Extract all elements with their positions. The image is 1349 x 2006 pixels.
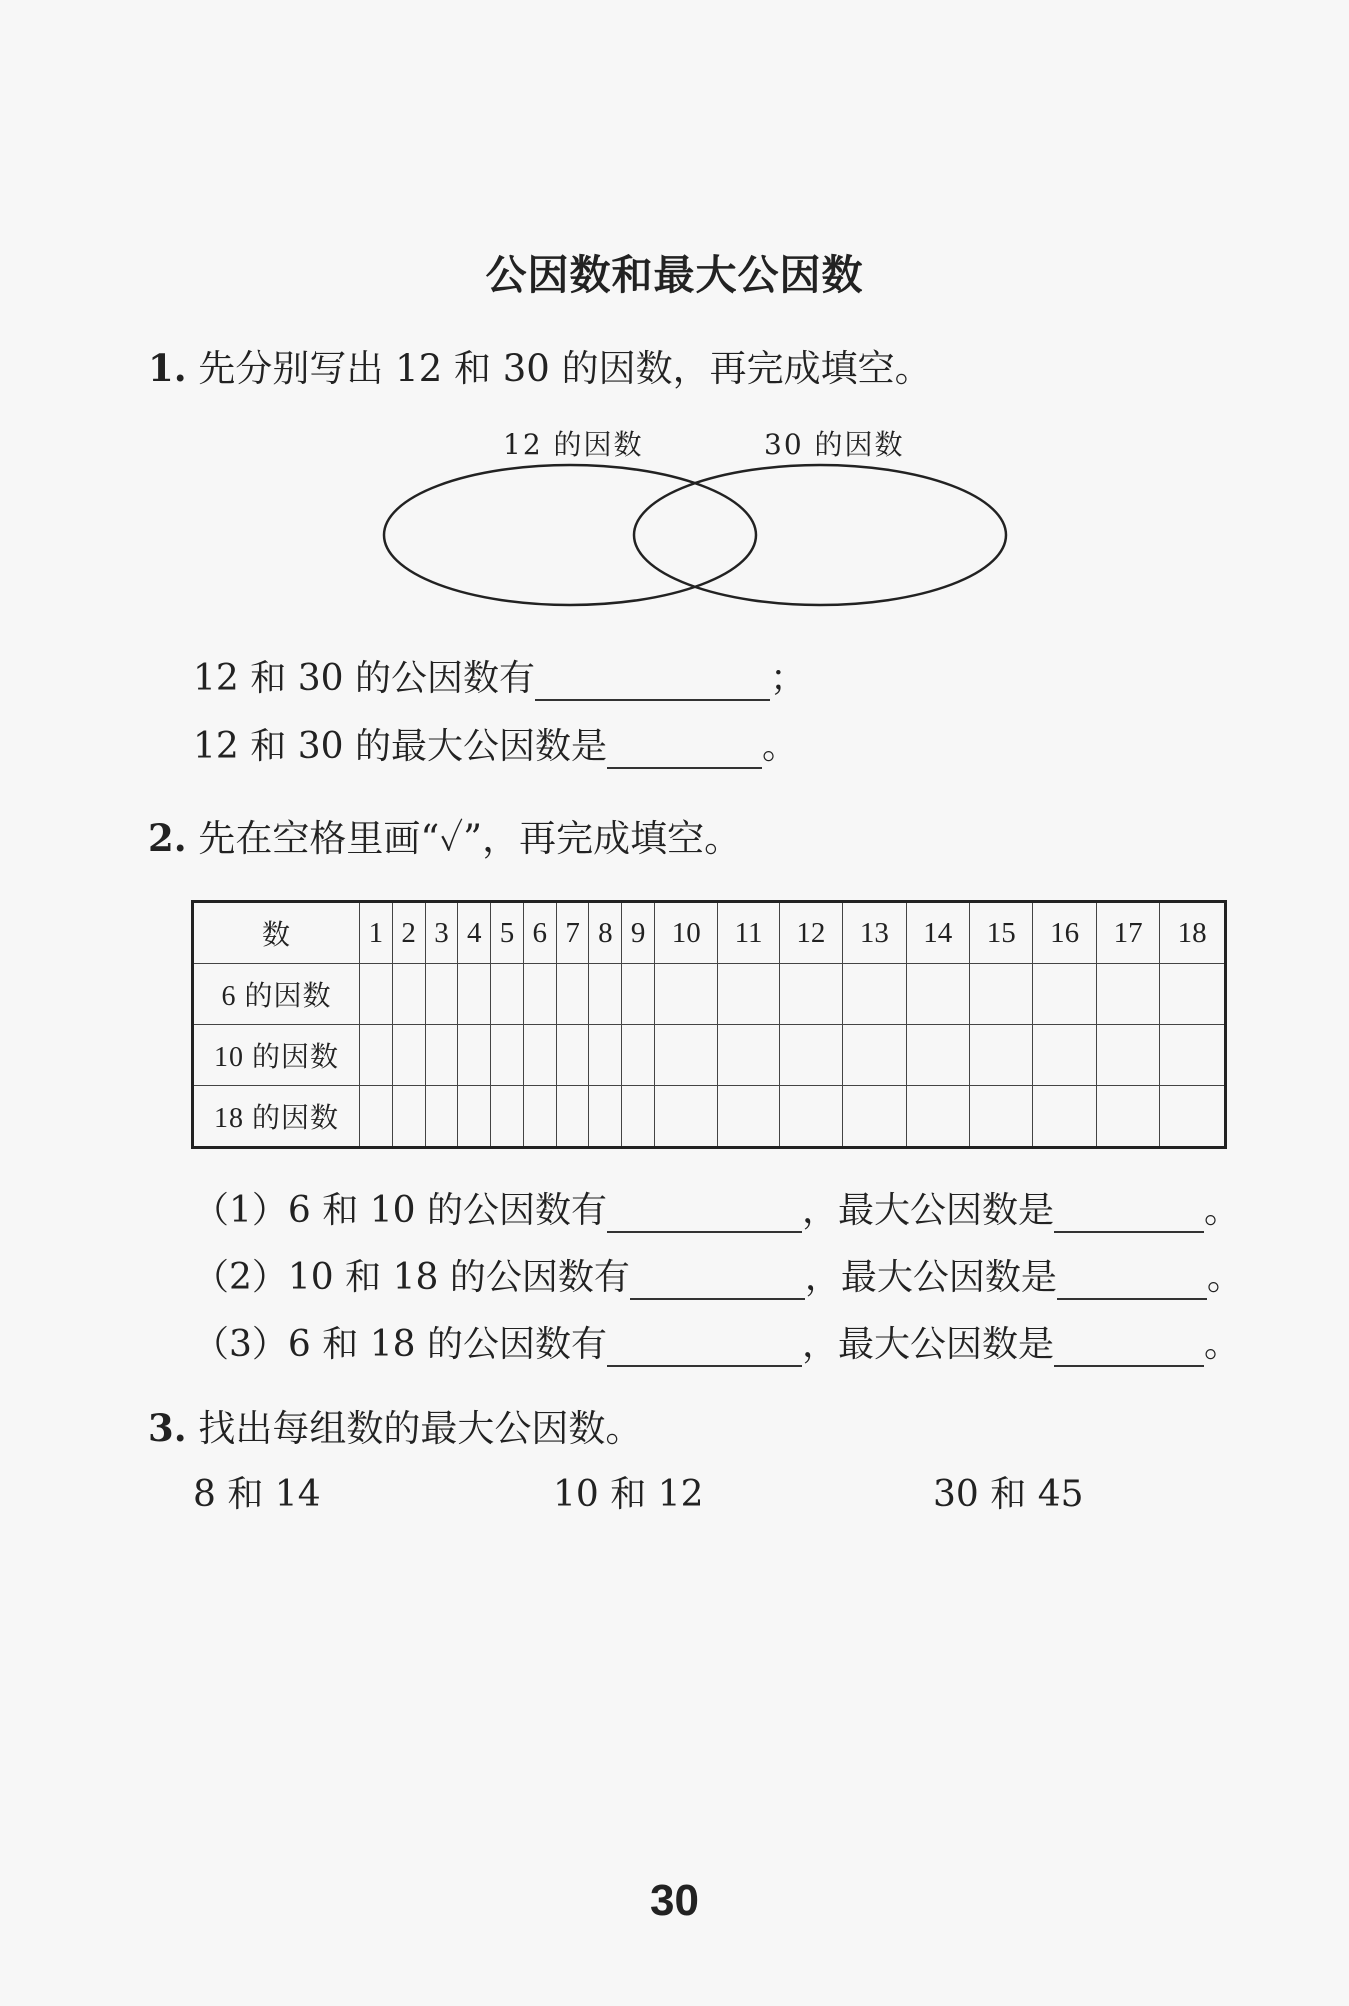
- question-2-number: 2.: [148, 816, 187, 860]
- check-cell[interactable]: [392, 1025, 425, 1086]
- q2-sub-1: [193, 1182, 1240, 1233]
- question-3-text: 找出每组数的最大公因数。: [198, 1407, 643, 1450]
- header-number-cell: 9: [622, 902, 655, 964]
- check-cell[interactable]: [1033, 1086, 1096, 1148]
- q2-sub-1-suffix: 。: [1203, 1190, 1240, 1231]
- q2-sub-2-middle: ，最大公因数是: [804, 1257, 1057, 1298]
- check-cell[interactable]: [556, 964, 589, 1025]
- header-number-cell: 1: [360, 902, 393, 964]
- q1-gcf-blank[interactable]: [607, 731, 762, 769]
- check-cell[interactable]: [523, 1086, 556, 1148]
- check-cell[interactable]: [491, 1025, 524, 1086]
- check-cell[interactable]: [1096, 964, 1159, 1025]
- header-number-cell: 15: [969, 902, 1032, 964]
- q3-group-3: 30 和 45: [933, 1474, 1084, 1515]
- check-cell[interactable]: [589, 964, 622, 1025]
- q2-sub-3-common-blank[interactable]: [607, 1329, 802, 1367]
- check-cell[interactable]: [1096, 1025, 1159, 1086]
- venn-left-ellipse: [384, 465, 756, 605]
- q2-sub-2-gcf-blank[interactable]: [1057, 1262, 1207, 1300]
- row-label: 6 的因数: [193, 964, 360, 1025]
- header-number-cell: 17: [1096, 902, 1159, 964]
- q1-line1-prefix: 12 和 30 的公因数有: [193, 658, 535, 699]
- check-cell[interactable]: [843, 1025, 906, 1086]
- check-cell[interactable]: [556, 1025, 589, 1086]
- q2-sub-2-prefix: （2）10 和 18 的公因数有: [193, 1257, 630, 1298]
- factor-table-header-label: 数: [193, 902, 360, 964]
- check-cell[interactable]: [718, 964, 779, 1025]
- factor-row-10: [193, 1025, 1226, 1086]
- check-cell[interactable]: [360, 1086, 393, 1148]
- factor-table-header-row: [193, 902, 1226, 964]
- check-cell[interactable]: [969, 1025, 1032, 1086]
- check-cell[interactable]: [779, 1086, 842, 1148]
- q2-sub-3-prefix: （3）6 和 18 的公因数有: [193, 1324, 607, 1365]
- header-number-cell: 4: [458, 902, 491, 964]
- check-cell[interactable]: [360, 1025, 393, 1086]
- factor-row-6: [193, 964, 1226, 1025]
- q2-sub-2-common-blank[interactable]: [630, 1262, 805, 1300]
- header-number-cell: 11: [718, 902, 779, 964]
- check-cell[interactable]: [392, 964, 425, 1025]
- check-cell[interactable]: [969, 964, 1032, 1025]
- check-cell[interactable]: [458, 1086, 491, 1148]
- check-cell[interactable]: [655, 1025, 718, 1086]
- check-cell[interactable]: [392, 1086, 425, 1148]
- q1-line1-suffix: ；: [769, 658, 806, 699]
- header-number-cell: 16: [1033, 902, 1096, 964]
- venn-diagram: [370, 455, 1030, 615]
- check-cell[interactable]: [622, 1086, 655, 1148]
- q3-group-2: 10 和 12: [553, 1474, 704, 1515]
- q2-sub-3-middle: ，最大公因数是: [801, 1324, 1054, 1365]
- header-number-cell: 7: [556, 902, 589, 964]
- venn-left-label: 12 的因数: [503, 428, 644, 461]
- check-cell[interactable]: [622, 1025, 655, 1086]
- header-number-cell: 12: [779, 902, 842, 964]
- question-3-number: 3.: [148, 1406, 187, 1450]
- check-cell[interactable]: [906, 964, 969, 1025]
- check-cell[interactable]: [556, 1086, 589, 1148]
- header-number-cell: 14: [906, 902, 969, 964]
- check-cell[interactable]: [360, 964, 393, 1025]
- question-1-text: 先分别写出 12 和 30 的因数，再完成填空。: [198, 347, 932, 390]
- q2-sub-2-suffix: 。: [1206, 1257, 1243, 1298]
- check-cell[interactable]: [718, 1086, 779, 1148]
- header-number-cell: 5: [491, 902, 524, 964]
- header-number-cell: 2: [392, 902, 425, 964]
- check-cell[interactable]: [843, 1086, 906, 1148]
- header-number-cell: 13: [843, 902, 906, 964]
- check-cell[interactable]: [491, 964, 524, 1025]
- header-number-cell: 18: [1160, 902, 1226, 964]
- q2-sub-1-middle: ，最大公因数是: [801, 1190, 1054, 1231]
- check-cell[interactable]: [655, 964, 718, 1025]
- check-cell[interactable]: [1160, 1025, 1226, 1086]
- q2-sub-1-gcf-blank[interactable]: [1054, 1195, 1204, 1233]
- check-cell[interactable]: [906, 1025, 969, 1086]
- question-1: [148, 338, 932, 392]
- check-cell[interactable]: [655, 1086, 718, 1148]
- check-cell[interactable]: [491, 1086, 524, 1148]
- venn-right-ellipse: [634, 465, 1006, 605]
- q2-sub-1-common-blank[interactable]: [607, 1195, 802, 1233]
- header-number-cell: 8: [589, 902, 622, 964]
- q1-common-factors-blank[interactable]: [535, 663, 770, 701]
- question-2: [148, 808, 741, 862]
- check-cell[interactable]: [523, 1025, 556, 1086]
- venn-right-label: 30 的因数: [764, 428, 905, 461]
- check-cell[interactable]: [779, 1025, 842, 1086]
- q2-sub-3-suffix: 。: [1203, 1324, 1240, 1365]
- question-3: [148, 1398, 642, 1452]
- header-number-cell: 10: [655, 902, 718, 964]
- check-cell[interactable]: [906, 1086, 969, 1148]
- row-label: 18 的因数: [193, 1086, 360, 1148]
- check-cell[interactable]: [1160, 1086, 1226, 1148]
- q1-fill-line-1: [193, 650, 806, 701]
- factor-row-18: [193, 1086, 1226, 1148]
- header-number-cell: 3: [425, 902, 458, 964]
- check-cell[interactable]: [1160, 964, 1226, 1025]
- check-cell[interactable]: [969, 1086, 1032, 1148]
- q2-sub-3: [193, 1316, 1240, 1367]
- q1-line2-prefix: 12 和 30 的最大公因数是: [193, 726, 607, 767]
- question-2-text: 先在空格里画“✓”，再完成填空。: [198, 817, 742, 860]
- check-cell[interactable]: [843, 964, 906, 1025]
- q2-sub-2: [193, 1249, 1243, 1300]
- check-cell[interactable]: [425, 1025, 458, 1086]
- check-cell[interactable]: [1033, 964, 1096, 1025]
- q1-line2-suffix: 。: [761, 726, 798, 767]
- factor-table: [191, 900, 1227, 1149]
- q3-group-1: 8 和 14: [193, 1474, 321, 1515]
- question-1-number: 1.: [148, 346, 187, 390]
- check-cell[interactable]: [523, 964, 556, 1025]
- check-cell[interactable]: [718, 1025, 779, 1086]
- q2-sub-1-prefix: （1）6 和 10 的公因数有: [193, 1190, 607, 1231]
- check-cell[interactable]: [425, 1086, 458, 1148]
- check-cell[interactable]: [779, 964, 842, 1025]
- row-label: 10 的因数: [193, 1025, 360, 1086]
- check-cell[interactable]: [1033, 1025, 1096, 1086]
- q1-fill-line-2: [193, 718, 798, 769]
- page-title: 公因数和最大公因数: [485, 251, 864, 299]
- check-cell[interactable]: [589, 1025, 622, 1086]
- check-cell[interactable]: [425, 964, 458, 1025]
- check-cell[interactable]: [458, 1025, 491, 1086]
- check-cell[interactable]: [1096, 1086, 1159, 1148]
- check-cell[interactable]: [458, 964, 491, 1025]
- q2-sub-3-gcf-blank[interactable]: [1054, 1329, 1204, 1367]
- header-number-cell: 6: [523, 902, 556, 964]
- check-cell[interactable]: [589, 1086, 622, 1148]
- check-cell[interactable]: [622, 964, 655, 1025]
- page-number: 30: [650, 1876, 699, 1925]
